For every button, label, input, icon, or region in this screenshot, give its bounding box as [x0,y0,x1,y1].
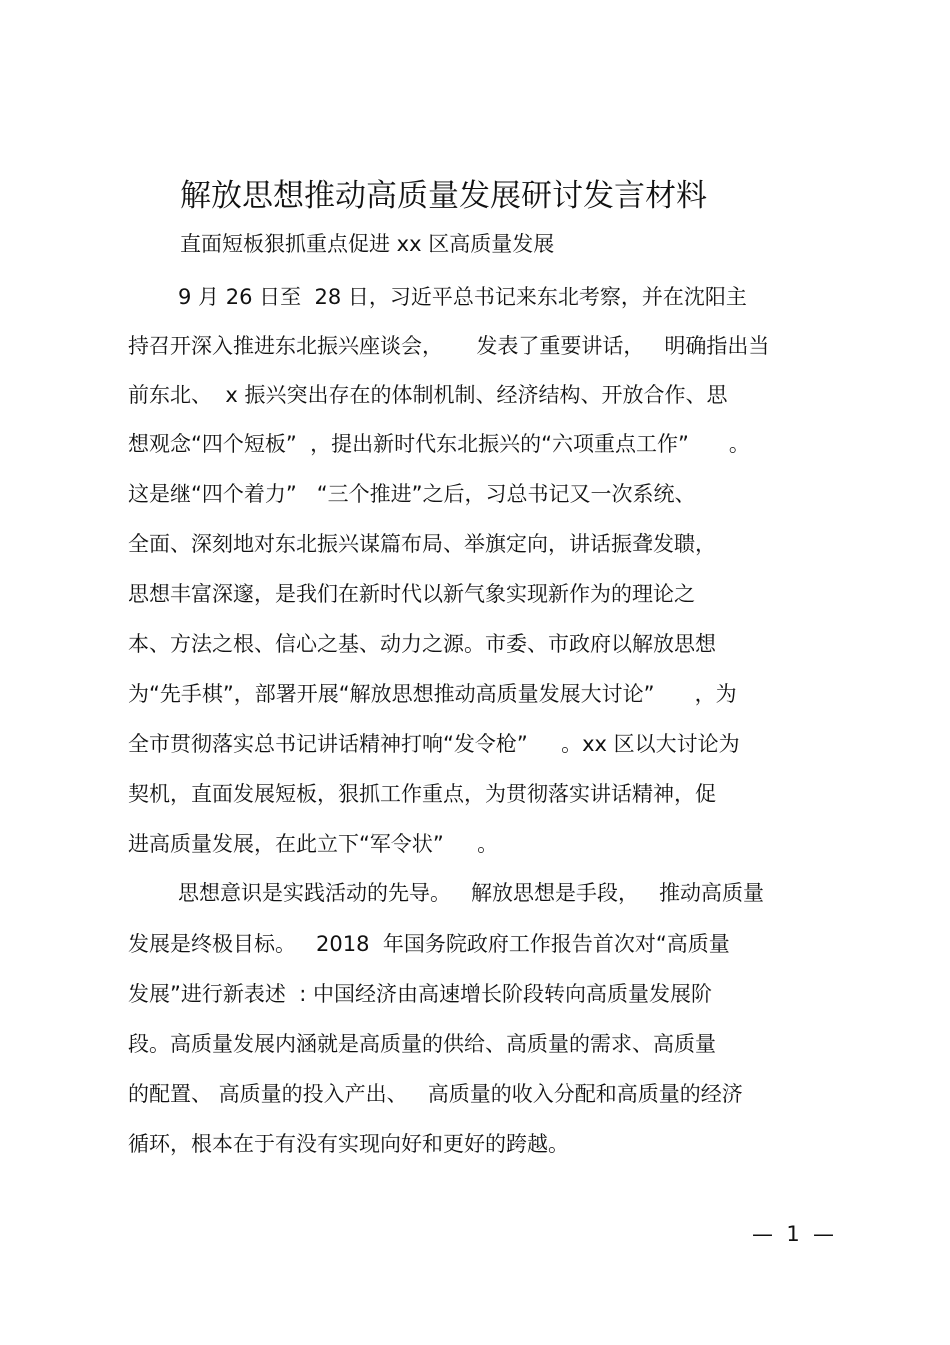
text-line: 发展”进行新表述 : 中国经济由高速增长阶段转向高质量发展阶 [128,982,712,1006]
text-line: 前东北、 x 振兴突出存在的体制机制、经济结构、开放合作、思 [128,383,728,407]
document-title: 解放思想推动高质量发展研讨发言材料 [180,178,707,214]
text-line: 9 月 26 日至 28 日，习近平总书记来东北考察，并在沈阳主 [178,285,747,309]
text-line: 思想丰富深邃，是我们在新时代以新气象实现新作为的理论之 [128,582,695,606]
text-line: 想观念“四个短板” ，提出新时代东北振兴的“六项重点工作” 。 [128,432,750,456]
text-line: 循环，根本在于有没有实现向好和更好的跨越。 [128,1132,569,1156]
document-subtitle: 直面短板狠抓重点促进 xx 区高质量发展 [180,232,555,256]
text-line: 为“先手棋”，部署开展“解放思想推动高质量发展大讨论” ，为 [128,682,737,706]
text-line: 持召开深入推进东北振兴座谈会， 发表了重要讲话， 明确指出当 [128,334,770,358]
text-line: 的配置、 高质量的投入产出、 高质量的收入分配和高质量的经济 [128,1082,743,1106]
page-number: — 1 — [752,1222,835,1246]
text-line: 发展是终极目标。 2018 年国务院政府工作报告首次对“高质量 [128,932,730,956]
text-line: 全面、深刻地对东北振兴谋篇布局、举旗定向，讲话振聋发聩， [128,532,716,556]
text-line: 进高质量发展，在此立下“军令状” 。 [128,832,499,856]
text-line: 段。高质量发展内涵就是高质量的供给、高质量的需求、高质量 [128,1032,716,1056]
text-line: 契机，直面发展短板，狠抓工作重点，为贯彻落实讲话精神，促 [128,782,716,806]
text-line: 这是继“四个着力” “三个推进”之后，习总书记又一次系统、 [128,482,696,506]
text-line: 全市贯彻落实总书记讲话精神打响“发令枪” 。xx 区以大讨论为 [128,732,740,756]
text-line: 本、方法之根、信心之基、动力之源。市委、市政府以解放思想 [128,632,716,656]
text-line: 思想意识是实践活动的先导。 解放思想是手段， 推动高质量 [178,881,765,905]
